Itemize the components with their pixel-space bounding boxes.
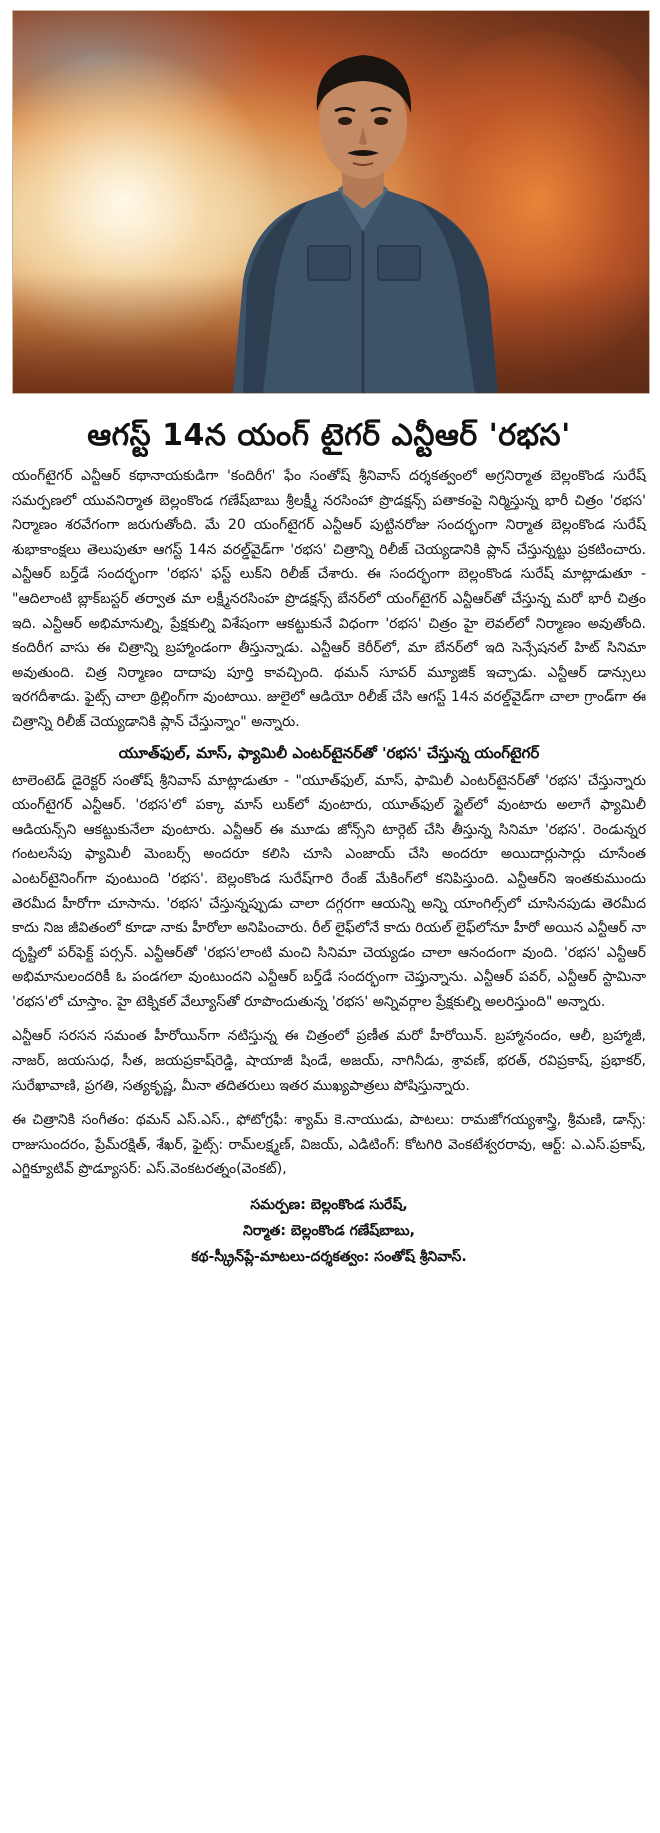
section-subheading: యూత్‌ఫుల్, మాస్, ఫ్యామిలీ ఎంటర్‌టైనర్‌తో 'రభస' చేస్తున్న యంగ్‌టైగర్ xyxy=(118,743,540,762)
paragraph-cast: ఎన్టీఆర్ సరసన సమంత హీరోయిన్‌గా నటిస్తున్న ఈ చిత్రంలో ప్రణీత మరో హీరోయిన్. బ్రహ్మానందం, ఆలీ, బ్రహ్మాజీ, నాజర్, జయసుధ, సీత, జయప్రకాష్‌రెడ్డి, షాయాజీ షిండే, అజయ్, నాగినీడు, శ్రావణ్, భరత్, రవిప్రకాష్, ప్రభాకర్, సురేఖావాణి, ప్రగతి, సత్యకృష్ణ, మీనా తదితరులు ఇతర ముఖ్యపాత్రలు పోషిస్తున్నారు. xyxy=(12,1028,646,1094)
article-body xyxy=(12,464,646,1182)
credit-producer: నిర్మాత: బెల్లంకొండ గణేష్‌బాబు, xyxy=(243,1223,415,1240)
actor-portrait-icon xyxy=(213,31,513,393)
paragraph-crew: ఈ చిత్రానికి సంగీతం: థమన్ ఎస్.ఎస్., ఫోటోగ్రఫీ: శ్యామ్ కె.నాయుడు, పాటలు: రామజోగయ్యశాస్త్రి, శ్రీమణి, డాన్స్: రాజుసుందరం, ప్రేమ్‌రక్షిత్, శేఖర్, ఫైట్స్: రామ్‌లక్ష్మణ్, విజయ్, ఎడిటింగ్: కోటగిరి వెంకటేశ్వరరావు, ఆర్ట్: ఎ.ఎస్.ప్రకాష్, ఎగ్జిక్యూటివ్ ప్రొడ్యూసర్: ఎస్.వెంకటరత్నం(వెంకట్), xyxy=(12,1112,646,1178)
paragraph-intro: యంగ్‌టైగర్ ఎన్టీఆర్ కథానాయకుడిగా 'కందిరీగ' ఫేం సంతోష్ శ్రీనివాస్ దర్శకత్వంలో అగ్రనిర్మాత బెల్లంకొండ సురేష్ సమర్పణలో యువనిర్మాత బెల్లంకొండ గణేష్‌బాబు శ్రీలక్ష్మీ నరసింహా ప్రొడక్షన్స్ పతాకంపై నిర్మిస్తున్న భారీ చిత్రం 'రభస' నిర్మాణం శరవేగంగా జరుగుతోంది. మే 20 యంగ్‌టైగర్ ఎన్టీఆర్ పుట్టినరోజు సందర్భంగా నిర్మాత బెల్లంకొండ సురేష్ శుభాకాంక్షలు తెలుపుతూ ఆగస్ట్ 14న వరల్డ్‌వైడ్‌గా 'రభస' చిత్రాన్ని రిలీజ్ చెయ్యడానికి ప్లాన్ చేస్తున్నట్టు ప్రకటించారు. ఎన్టీఆర్ బర్త్‌డే సందర్భంగా 'రభస' ఫస్ట్ లుక్‌ని రిలీజ్ చేశారు. ఈ సందర్భంగా బెల్లంకొండ సురేష్ మాట్లాడుతూ - "ఆదిలాంటి బ్లాక్‌బస్టర్ తర్వాత మా లక్ష్మీనరసింహ ప్రొడక్షన్స్ బేనర్‌లో యంగ్‌టైగర్ ఎన్టీఆర్‌తో చేస్తున్న మరో భారీ చిత్రం ఇది. ఎన్టీఆర్ అభిమానుల్ని, ప్రేక్షకుల్ని విశేషంగా ఆకట్టుకునే విధంగా 'రభస' చిత్రం హై లెవల్‌లో నిర్మాణం అవుతోంది. కందిరీగ వాసు ఈ చిత్రాన్ని బ్రహ్మాండంగా తీస్తున్నాడు. ఎన్టీఆర్ కెరీర్‌లో, మా బేనర్‌లో ఇది సెన్సేషనల్ హిట్ సినిమా అవుతుంది. చిత్ర నిర్మాణం దాదాపు పూర్తి కావచ్చింది. థమన్ సూపర్ మ్యూజిక్ ఇచ్చాడు. ఎన్టీఆర్ డాన్సులు ఇరగదీశాడు. ఫైట్స్ చాలా థ్రిల్లింగ్‌గా వుంటాయి. జులైలో ఆడియో రిలీజ్ చేసి ఆగస్ట్ 14న వరల్డ్‌వైడ్‌గా చాలా గ్రాండ్‌గా ఈ చిత్రాన్ని రిలీజ్ చెయ్యడానికి ప్లాన్ చేస్తున్నాం" అన్నారు. xyxy=(12,468,646,730)
spacer xyxy=(12,1014,646,1024)
paragraph-director-quote: టాలెంటెడ్ డైరెక్టర్ సంతోష్ శ్రీనివాస్ మాట్లాడుతూ - "యూత్‌ఫుల్, మాస్, ఫామిలీ ఎంటర్‌టైనర్‌తో 'రభస' చేస్తున్నారు యంగ్‌టైగర్ ఎన్టీఆర్. 'రభస'లో పక్కా మాస్ లుక్‌లో వుంటారు, యూత్‌ఫుల్ స్టైల్‌లో వుంటారు అలాగే ఫ్యామిలీ ఆడియన్స్‌ని ఆకట్టుకునేలా వుంటారు. ఎన్టీఆర్ ఈ మూడు జోన్స్‌ని టార్గెట్ చేసి తీస్తున్న సినిమా 'రభస'. రెండున్నర గంటలసేపు ఫ్యామిలీ మెంబర్స్ అందరూ కలిసి చూసి ఎంజాయ్ చేసి అందరూ అయిదార్లుసార్లు చూసేంత ఎంటర్‌టైనింగ్‌గా వుంటుంది 'రభస'. బెల్లంకొండ సురేష్‌గారి రేంజ్ మేకింగ్‌లో కనిపిస్తుంది. ఎన్టీఆర్‌ని ఇంతకుముందు తెరమీద హీరోగా చూసాను. 'రభస' చేస్తున్నప్పుడు చాలా దగ్గరగా ఆయన్ని అన్ని యాంగిల్స్‌లో చూసినపుడు తెరమీద కాదు నిజ జీవితంలో కూడా నాకు హీరోలా అనిపించారు. రీల్ లైఫ్‌లోనే కాదు రియల్ లైఫ్‌లోనూ హీరో అయిన ఎన్టీఆర్ నా దృష్టిలో పర్‌ఫెక్ట్ పర్సన్. ఎన్టీఆర్‌తో 'రభస'లాంటి మంచి సినిమా చెయ్యడం చాలా ఆనందంగా వుంది. 'రభస' ఎన్టీఆర్ అభిమానులందరికీ ఓ పండగలా వుంటుందని ఎన్టీఆర్ బర్త్‌డే సందర్భంగా చెప్తున్నాను. ఎన్టీఆర్ పవర్, ఎన్టీఆర్ స్టామినా 'రభస'లో చూస్తాం. హై టెక్నికల్ వేల్యూస్‌తో రూపొందుతున్న 'రభస' అన్నివర్గాల ప్రేక్షకుల్ని అలరిస్తుంది" అన్నారు. xyxy=(12,772,646,1010)
article-headline: ఆగస్ట్ 14న యంగ్ టైగర్ ఎన్టీఆర్ 'రభస' xyxy=(87,418,571,453)
credit-presenter: సమర్పణ: బెల్లంకొండ సురేష్, xyxy=(250,1197,408,1214)
spacer xyxy=(12,1098,646,1108)
hero-image xyxy=(12,10,650,394)
credits-block xyxy=(12,1192,646,1270)
credit-director: కథ-స్క్రీన్‌ప్లే-మాటలు-దర్శకత్వం: సంతోష్ శ్రీనివాస్. xyxy=(191,1249,467,1266)
